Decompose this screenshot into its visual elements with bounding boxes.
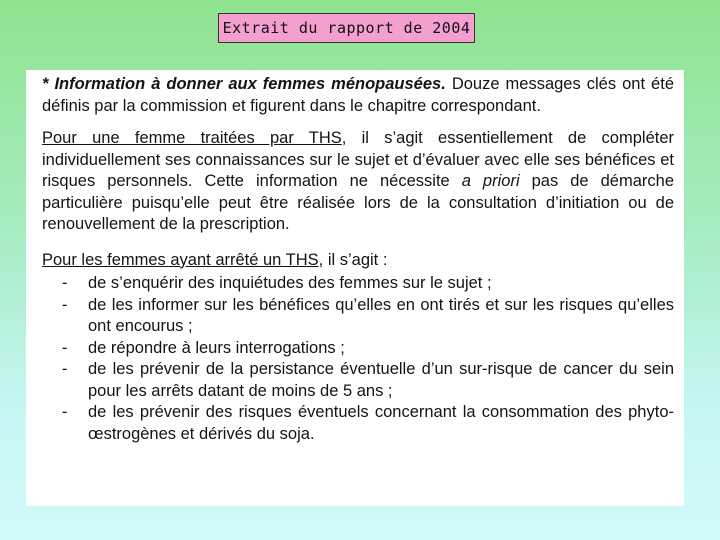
slide-title: Extrait du rapport de 2004 — [218, 13, 475, 43]
stopped-ths-text: , il s’agit : — [318, 250, 388, 269]
list-item-text: de les informer sur les bénéfices qu’elles en ont tirés et sur les risques qu’elles ont encourus ; — [88, 295, 674, 335]
paragraph-information — [40, 74, 674, 117]
list-item-text: de s’enquérir des inquiétudes des femmes sur le sujet ; — [88, 274, 492, 292]
list-item — [40, 402, 674, 445]
information-text: Douze messages clés ont été définis par la commission et figurent dans le chapitre correspondant. — [42, 75, 674, 115]
document-excerpt — [26, 70, 684, 506]
bullet-dash: - — [62, 274, 68, 292]
information-heading: * Information à donner aux femmes ménopausées. — [42, 75, 446, 93]
list-item — [40, 273, 674, 295]
paragraph-stopped-ths — [40, 250, 674, 272]
list-item — [40, 338, 674, 360]
ths-women-text-2: pas de démarche particulière puisqu’elle peut être réalisée lors de la consultation d’initiation ou de renouvellement de la prescription. — [42, 172, 674, 233]
ths-women-heading: Pour une femme traitées par THS — [42, 129, 342, 147]
bullet-dash: - — [62, 338, 68, 357]
list-item-text: de répondre à leurs interrogations ; — [88, 338, 345, 357]
list-item — [40, 359, 674, 402]
bullet-dash: - — [62, 360, 68, 378]
advice-list — [40, 273, 674, 445]
bullet-dash: - — [62, 403, 68, 421]
list-item-text: de les prévenir de la persistance éventuelle d’un sur-risque de cancer du sein pour les arrêts datant de moins de 5 ans ; — [88, 360, 674, 400]
stopped-ths-heading: Pour les femmes ayant arrêté un THS — [42, 250, 319, 269]
ths-women-text-1: , il s’agit essentiellement de compléter individuellement ses connaissances sur le sujet et d’évaluer avec elle ses bénéfices et risques personnels. Cette information ne nécessite — [42, 129, 674, 190]
paragraph-ths-women — [40, 128, 674, 236]
list-item-text: de les prévenir des risques éventuels concernant la consommation des phyto-œstrogènes et dérivés du soja. — [88, 403, 674, 443]
list-item — [40, 295, 674, 338]
a-priori-italic: a priori — [461, 172, 520, 190]
bullet-dash: - — [62, 295, 68, 314]
